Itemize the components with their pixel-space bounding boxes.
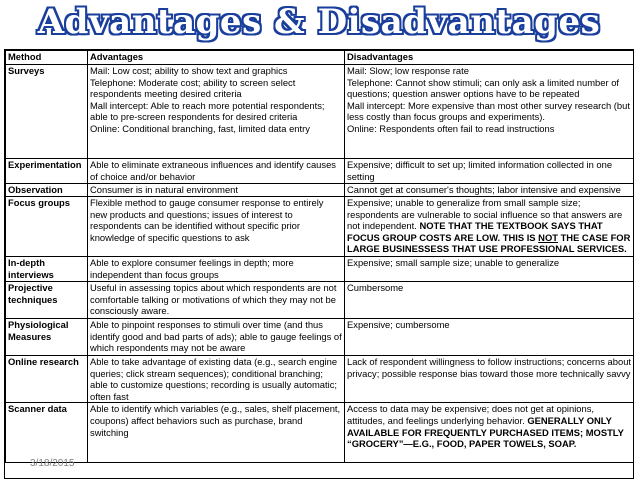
disadvantage-note-emphasis: NOT — [538, 231, 558, 243]
method-cell: Surveys — [6, 65, 88, 159]
disadvantage-note: NOTE THAT THE TEXTBOOK SAYS THAT FOCUS GROUP COSTS ARE LOW. THIS IS — [347, 220, 603, 243]
disadvantages-cell: Expensive; small sample size; unable to generalize — [345, 257, 634, 282]
disadvantages-cell — [345, 65, 634, 159]
disadvantage-text: Expensive; unable to generalize from small sample size; respondents are vulnerable to social influence so that answers are not independent. — [347, 197, 623, 232]
disadvantage-text: Access to data may be expensive; does not get at opinions, attitudes, and feelings underlying behavior. — [347, 403, 595, 426]
advantages-cell: Consumer is in natural environment — [88, 184, 345, 197]
advantage-line: Online: Conditional branching, fast, limited data entry — [90, 122, 310, 134]
table-row — [6, 403, 634, 463]
disadvantage-note: GENERALLY ONLY AVAILABLE FOR FREQUENTLY PURCHASED ITEMS; MOSTLY “GROCERY”—E.G., FOOD, PAPER TOWELS, SOAP. — [347, 414, 624, 450]
disadvantage-line: Online: Respondents often fail to read instructions — [347, 122, 555, 134]
disadvantage-line: Mall intercept: More expensive than most other survey research (but less costly than focus groups and experiments). — [347, 99, 630, 123]
method-cell: Observation — [6, 184, 88, 197]
table-row — [6, 319, 634, 356]
advantages-cell: Useful in assessing topics about which respondents are not comfortable talking or motivations of which they may not be consciously aware. — [88, 282, 345, 319]
disadvantages-cell: Expensive; cumbersome — [345, 319, 634, 356]
advantage-line: Mail: Low cost; ability to show text and graphics — [90, 65, 288, 76]
footer-date: 3/18/2015 — [30, 458, 75, 469]
header-row — [6, 51, 634, 65]
advantages-cell — [88, 65, 345, 159]
method-cell: Focus groups — [6, 197, 88, 257]
advantages-cell: Able to identify which variables (e.g., sales, shelf placement, coupons) affect behaviors such as purchase, brand switching — [88, 403, 345, 463]
header-method: Method — [6, 51, 88, 65]
disadvantage-line: Telephone: Cannot show stimuli; can only ask a limited number of questions; question answer options have to be repeated — [347, 76, 620, 100]
header-advantages: Advantages — [88, 51, 345, 65]
disadvantages-cell: Cannot get at consumer's thoughts; labor intensive and expensive — [345, 184, 634, 197]
method-cell: Online research — [6, 356, 88, 403]
disadvantage-note: THE CASE FOR LARGE BUSINESSESS THAT USE PROFESSIONAL SERVICES. — [347, 231, 631, 255]
table-row — [6, 159, 634, 184]
methods-table — [5, 50, 634, 463]
disadvantage-line: Mail: Slow; low response rate — [347, 65, 469, 76]
advantage-line: Mall intercept: Able to reach more potential respondents; able to pre-screen respondents for desired criteria — [90, 99, 325, 123]
disadvantages-cell — [345, 403, 634, 463]
disadvantages-cell: Lack of respondent willingness to follow instructions; concerns about privacy; possible response bias toward those more technically savvy — [345, 356, 634, 403]
advantages-cell: Able to explore consumer feelings in depth; more independent than focus groups — [88, 257, 345, 282]
header-disadvantages: Disadvantages — [345, 51, 634, 65]
method-cell: In-depth interviews — [6, 257, 88, 282]
method-cell: Scanner data — [6, 403, 88, 463]
table-row — [6, 356, 634, 403]
table-row — [6, 65, 634, 159]
disadvantages-cell: Cumbersome — [345, 282, 634, 319]
table-row — [6, 282, 634, 319]
advantages-cell: Able to take advantage of existing data (e.g., search engine queries; click stream sequences); conditional branching; able to customize questions; recording is usually automatic; often fast — [88, 356, 345, 403]
method-cell: Physiological Measures — [6, 319, 88, 356]
table-row — [6, 197, 634, 257]
comparison-table — [4, 49, 634, 479]
table-row — [6, 184, 634, 197]
advantages-cell: Flexible method to gauge consumer response to entirely new products and questions; issues of interest to respondents can be identified without specific prior knowledge of specific questions to ask — [88, 197, 345, 257]
method-cell: Experimentation — [6, 159, 88, 184]
slide-title: Advantages & Disadvantages — [37, 2, 601, 42]
table-row — [6, 257, 634, 282]
method-cell: Projective techniques — [6, 282, 88, 319]
disadvantages-cell: Expensive; difficult to set up; limited information collected in one setting — [345, 159, 634, 184]
advantages-cell: Able to pinpoint responses to stimuli over time (and thus identify good and bad parts of ads); able to gauge feelings of which respondents may not be aware — [88, 319, 345, 356]
disadvantages-cell — [345, 197, 634, 257]
advantages-cell: Able to eliminate extraneous influences and identify causes of choice and/or behavior — [88, 159, 345, 184]
advantage-line: Telephone: Moderate cost; ability to screen select respondents meeting desired criteria — [90, 76, 296, 100]
